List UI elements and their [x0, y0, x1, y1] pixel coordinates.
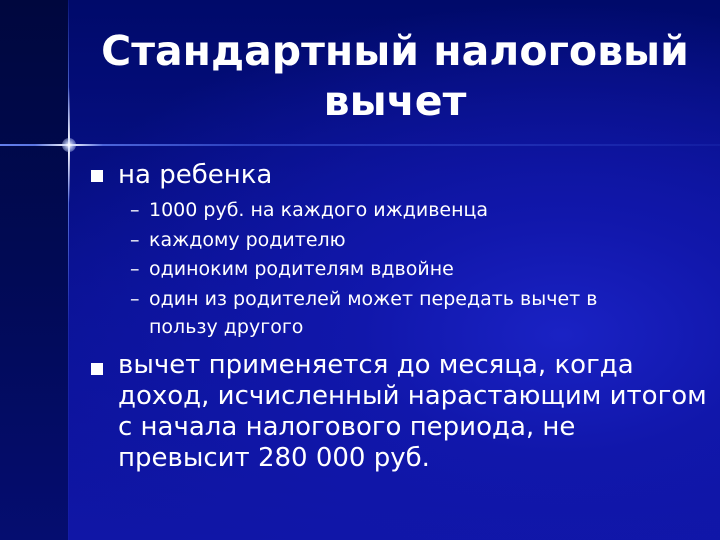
left-decorative-band	[0, 0, 68, 540]
paragraph-line: доход, исчисленный нарастающим итогом	[118, 381, 707, 411]
dash-marker: –	[130, 199, 140, 221]
sub-list-item-text-continued: пользу другого	[149, 316, 304, 338]
bullet-item-child: на ребенка	[118, 160, 273, 190]
sub-list-item	[130, 255, 690, 285]
sub-list-item	[130, 285, 690, 342]
horizontal-divider-line	[0, 144, 720, 146]
sub-list-item	[130, 196, 690, 226]
sub-list-item-text: 1000 руб. на каждого иждивенца	[149, 199, 489, 221]
dash-marker: –	[130, 258, 140, 280]
sub-list-item-text: одиноким родителям вдвойне	[149, 258, 454, 280]
sub-list	[130, 196, 690, 341]
slide-title-line-2: вычет	[323, 77, 467, 125]
paragraph-line: вычет применяется до месяца, когда	[118, 350, 634, 380]
bullet-square-icon	[91, 363, 103, 375]
vertical-divider-line	[68, 0, 69, 540]
paragraph-line: превысит 280 000 руб.	[118, 443, 430, 473]
dash-marker: –	[130, 287, 140, 310]
bullet-item-deduction	[118, 350, 707, 474]
slide-title-line-1: Стандартный налоговый	[101, 27, 689, 75]
sub-list-item-text: каждому родителю	[149, 228, 346, 251]
slide-title	[70, 26, 720, 126]
dash-marker: –	[130, 228, 140, 251]
paragraph-line: с начала налогового периода, не	[118, 412, 576, 442]
bullet-square-icon	[91, 170, 103, 182]
sub-list-item-text: один из родителей может передать вычет в	[149, 287, 598, 310]
sub-list-item	[130, 226, 690, 256]
